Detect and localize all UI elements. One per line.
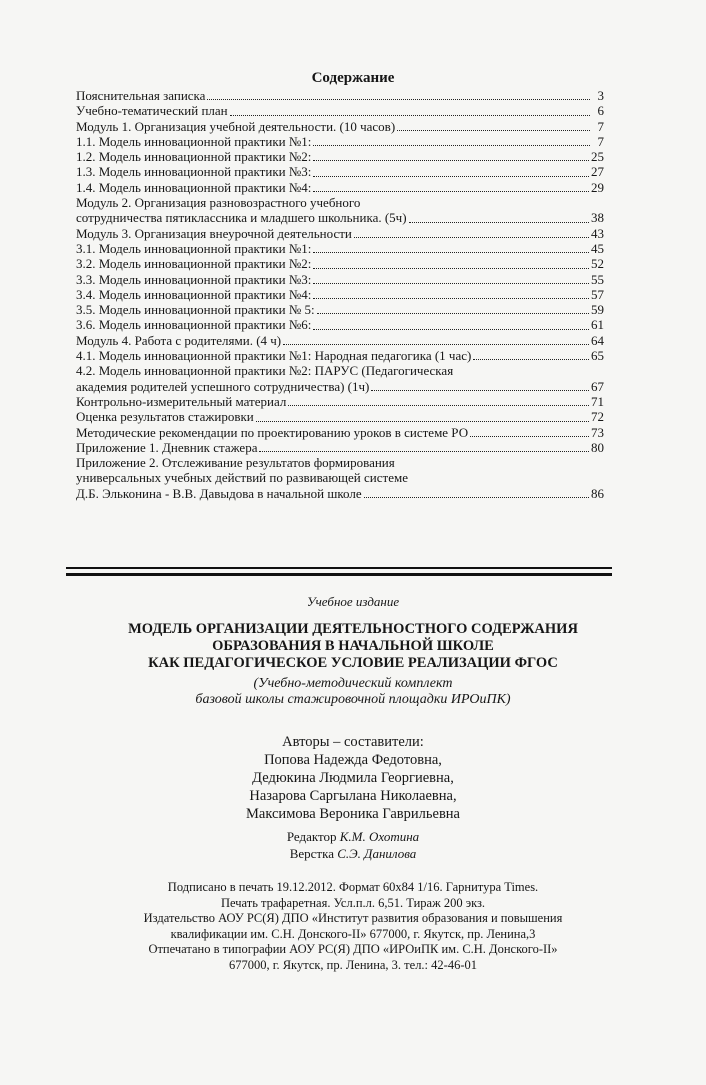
divider-line [66,567,612,569]
toc-entry-row [76,440,604,455]
toc-page-number: 7 [597,118,604,134]
toc-entry-label: 3.3. Модель инновационной практики №3: [76,271,312,287]
toc-entry [76,103,604,118]
toc-dot-leader [288,404,589,406]
toc-entry-label: 1.1. Модель инновационной практики №1: [76,133,312,149]
toc-entry-label: академия родителей успешного сотрудничества) (1ч) [76,378,370,394]
toc-page-number: 65 [591,348,604,364]
toc-entry-row [76,226,604,241]
toc-entry-row [76,425,604,440]
toc-title: Содержание [311,70,395,86]
toc-entry [76,440,604,455]
toc-entry-row [76,409,604,424]
toc-page-number: 59 [591,302,604,318]
publication-line: Печать трафаретная. Усл.п.л. 6,51. Тираж 200 экз. [220,895,486,910]
toc-entry-row [76,210,604,225]
author-name: Назарова Саргылана Николаевна, [249,788,457,804]
layout-credit [0,845,706,862]
toc-dot-leader [313,175,589,177]
toc-entry-label: Учебно-тематический план [76,103,228,119]
authors-block [0,733,706,823]
toc-dot-leader [313,282,589,284]
credits-block [0,828,706,862]
toc-entry [76,425,604,440]
toc-dot-leader [364,496,589,498]
toc-entry [76,287,604,302]
toc-entry-row [76,348,604,363]
toc-entry-label-line: 4.2. Модель инновационной практики №2: ПАРУС (Педагогическая [76,363,454,379]
toc-page-number: 6 [597,103,604,119]
toc-entry-label: Приложение 1. Дневник стажера [76,439,258,455]
toc-page-number: 86 [591,485,604,501]
publication-line: квалификации им. С.Н. Донского-II» 677000, г. Якутск, пр. Ленина,3 [170,926,536,941]
toc-entry [76,333,604,348]
toc-entry [76,363,604,394]
toc-entry-label: 4.1. Модель инновационной практики №1: Народная педагогика (1 час) [76,348,472,364]
toc-entry-label: Модуль 3. Организация внеурочной деятельности [76,225,352,241]
publication-info [0,880,706,973]
toc-entry [76,226,604,241]
toc-entry [76,88,604,103]
toc-dot-leader [313,251,589,253]
toc-entry [76,256,604,271]
toc-entry [76,149,604,164]
toc-entry-label: 1.3. Модель инновационной практики №3: [76,164,312,180]
toc-entry [76,164,604,179]
toc-page-number: 71 [591,393,604,409]
publication-line: Издательство АОУ РС(Я) ДПО «Институт развития образования и повышения [143,911,563,925]
toc-entry [76,455,604,501]
toc-entry [76,119,604,134]
toc-entry-label: 1.2. Модель инновационной практики №2: [76,149,312,165]
toc-dot-leader [354,236,589,238]
toc-dot-leader [470,435,589,437]
toc-entry-row [76,180,604,195]
book-title-line: ОБРАЗОВАНИЯ В НАЧАЛЬНОЙ ШКОЛЕ [212,638,494,654]
toc-entry [76,195,604,226]
layout-label: Верстка [289,846,334,861]
toc-dot-leader [313,328,589,330]
publication-line: 677000, г. Якутск, пр. Ленина, 3. тел.: 42-46-01 [229,957,477,972]
publication-line: Отпечатано в типографии АОУ РС(Я) ДПО «ИРОиПК им. С.Н. Донского-II» [148,942,558,956]
toc-page-number: 45 [591,240,604,256]
toc-entry-row [76,134,604,149]
book-subtitle-line: базовой школы стажировочной площадки ИРОиПК) [195,692,511,707]
toc-page-number: 43 [591,225,604,241]
toc-dot-leader [230,114,590,116]
toc-entry-label: 3.1. Модель инновационной практики №1: [76,240,312,256]
toc-page-number: 7 [597,133,604,149]
toc-entry-row [76,272,604,287]
toc-page-number: 52 [591,256,604,272]
toc-dot-leader [409,221,589,223]
toc-entry-row [76,333,604,348]
publication-line: Подписано в печать 19.12.2012. Формат 60х84 1/16. Гарнитура Times. [167,880,539,894]
toc-dot-leader [313,267,589,269]
toc-entry [76,134,604,149]
toc-entry-label: Пояснительная записка [76,88,206,103]
toc-page-number: 3 [597,88,604,103]
toc-page-number: 57 [591,286,604,302]
toc-entry-row [76,164,604,179]
toc-entry-label-line: универсальных учебных действий по развивающей системе [76,470,408,486]
toc-page-number: 72 [591,409,604,425]
toc-dot-leader [317,312,589,314]
toc-entry-row [76,287,604,302]
toc-page-number: 38 [591,210,604,226]
toc-entry [76,272,604,287]
toc-dot-leader [313,190,589,192]
toc-entry-label-line: Модуль 2. Организация разновозрастного учебного [76,195,361,211]
toc-dot-leader [371,389,589,391]
toc-entry-label: 3.4. Модель инновационной практики №4: [76,286,312,302]
book-title [0,621,706,672]
toc-dot-leader [313,159,589,161]
toc-entry-row [76,394,604,409]
toc-dot-leader [259,450,589,452]
toc-entry-label: Методические рекомендации по проектированию уроков в системе РО [76,424,469,440]
toc-entry [76,302,604,317]
toc-entry [76,317,604,332]
toc-entry-label: сотрудничества пятиклассника и младшего школьника. (5ч) [76,210,407,226]
book-title-line: МОДЕЛЬ ОРГАНИЗАЦИИ ДЕЯТЕЛЬНОСТНОГО СОДЕРЖАНИЯ [128,621,578,637]
toc-entry-row [76,317,604,332]
toc-entry [76,394,604,409]
layout-name: С.Э. Данилова [337,846,417,861]
toc-entry-label: Модуль 4. Работа с родителями. (4 ч) [76,332,282,348]
toc-dot-leader [207,98,590,100]
toc-entry-label: Контрольно-измерительный материал [76,393,287,409]
toc-entry-row [76,149,604,164]
toc-dot-leader [397,129,590,131]
toc-page-number: 55 [591,271,604,287]
toc-dot-leader [313,144,590,146]
authors-heading: Авторы – составители: [282,734,424,750]
toc-entry-label: 3.5. Модель инновационной практики № 5: [76,302,315,318]
divider-line-thick [66,573,612,576]
toc-entry-label: Д.Б. Эльконина - В.В. Давыдова в начальной школе [76,485,362,501]
toc-entry-row [76,241,604,256]
editor-credit [0,828,706,845]
toc-entry [76,241,604,256]
toc-entry [76,409,604,424]
toc-entry-row [76,302,604,317]
toc-entry-row [76,256,604,271]
toc-entry-row [76,379,604,394]
toc-page-number: 67 [591,378,604,394]
author-name: Максимова Вероника Гаврильевна [245,806,460,822]
table-of-contents [76,88,604,501]
toc-entry-row [76,88,604,103]
toc-dot-leader [313,297,589,299]
toc-entry-label: Модуль 1. Организация учебной деятельности. (10 часов) [76,118,396,134]
toc-entry [76,180,604,195]
toc-entry-label: 1.4. Модель инновационной практики №4: [76,179,312,195]
edition-type: Учебное издание [306,594,400,609]
toc-page-number: 64 [591,332,604,348]
toc-entry-label: Оценка результатов стажировки [76,409,254,425]
toc-entry-row [76,486,604,501]
toc-page-number: 29 [591,179,604,195]
toc-dot-leader [283,343,589,345]
editor-name: К.М. Охотина [339,829,420,844]
toc-entry-row [76,103,604,118]
toc-page-number: 61 [591,317,604,333]
toc-entry-label: 3.2. Модель инновационной практики №2: [76,256,312,272]
editor-label: Редактор [286,829,337,844]
toc-entry-row [76,119,604,134]
book-subtitle-line: (Учебно-методический комплект [253,676,453,691]
toc-entry [76,348,604,363]
toc-dot-leader [256,420,589,422]
toc-page-number: 25 [591,149,604,165]
book-subtitle [0,676,706,708]
author-name: Попова Надежда Федотовна, [264,752,442,768]
toc-dot-leader [473,358,589,360]
toc-entry-label-line: Приложение 2. Отслеживание результатов формирования [76,455,395,471]
toc-page-number: 80 [591,439,604,455]
toc-entry-label: 3.6. Модель инновационной практики №6: [76,317,312,333]
toc-page-number: 27 [591,164,604,180]
author-name: Дедюкина Людмила Георгиевна, [252,770,454,786]
toc-page-number: 73 [591,424,604,440]
book-title-line: КАК ПЕДАГОГИЧЕСКОЕ УСЛОВИЕ РЕАЛИЗАЦИИ ФГОС [148,655,558,671]
